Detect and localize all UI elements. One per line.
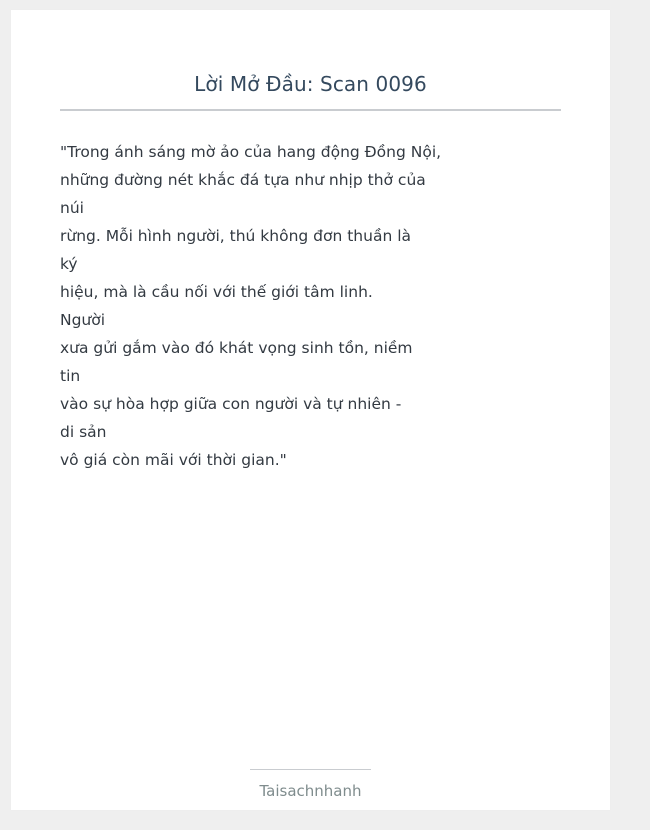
body-line: di sản xyxy=(60,423,107,441)
body-line: những đường nét khắc đá tựa như nhịp thở của xyxy=(60,171,426,189)
body-line: ký xyxy=(60,255,78,273)
document-page xyxy=(11,10,610,810)
body-line: rừng. Mỗi hình người, thú không đơn thuần là xyxy=(60,227,412,245)
body-line: núi xyxy=(60,199,84,217)
page-title: Lời Mở Đầu: Scan 0096 xyxy=(194,72,427,96)
footer-brand: Taisachnhanh xyxy=(259,782,362,800)
body-line: vào sự hòa hợp giữa con người và tự nhiên - xyxy=(60,395,402,413)
body-line: tin xyxy=(60,367,81,385)
body-line: vô giá còn mãi với thời gian." xyxy=(60,451,287,469)
title-divider xyxy=(60,109,561,111)
body-line: Người xyxy=(60,311,106,329)
body-text xyxy=(60,138,440,474)
body-line: "Trong ánh sáng mờ ảo của hang động Đồng Nội, xyxy=(60,143,442,161)
footer-divider xyxy=(250,769,371,770)
body-line: hiệu, mà là cầu nối với thế giới tâm linh. xyxy=(60,283,373,301)
body-line: xưa gửi gắm vào đó khát vọng sinh tồn, niềm xyxy=(60,339,413,357)
